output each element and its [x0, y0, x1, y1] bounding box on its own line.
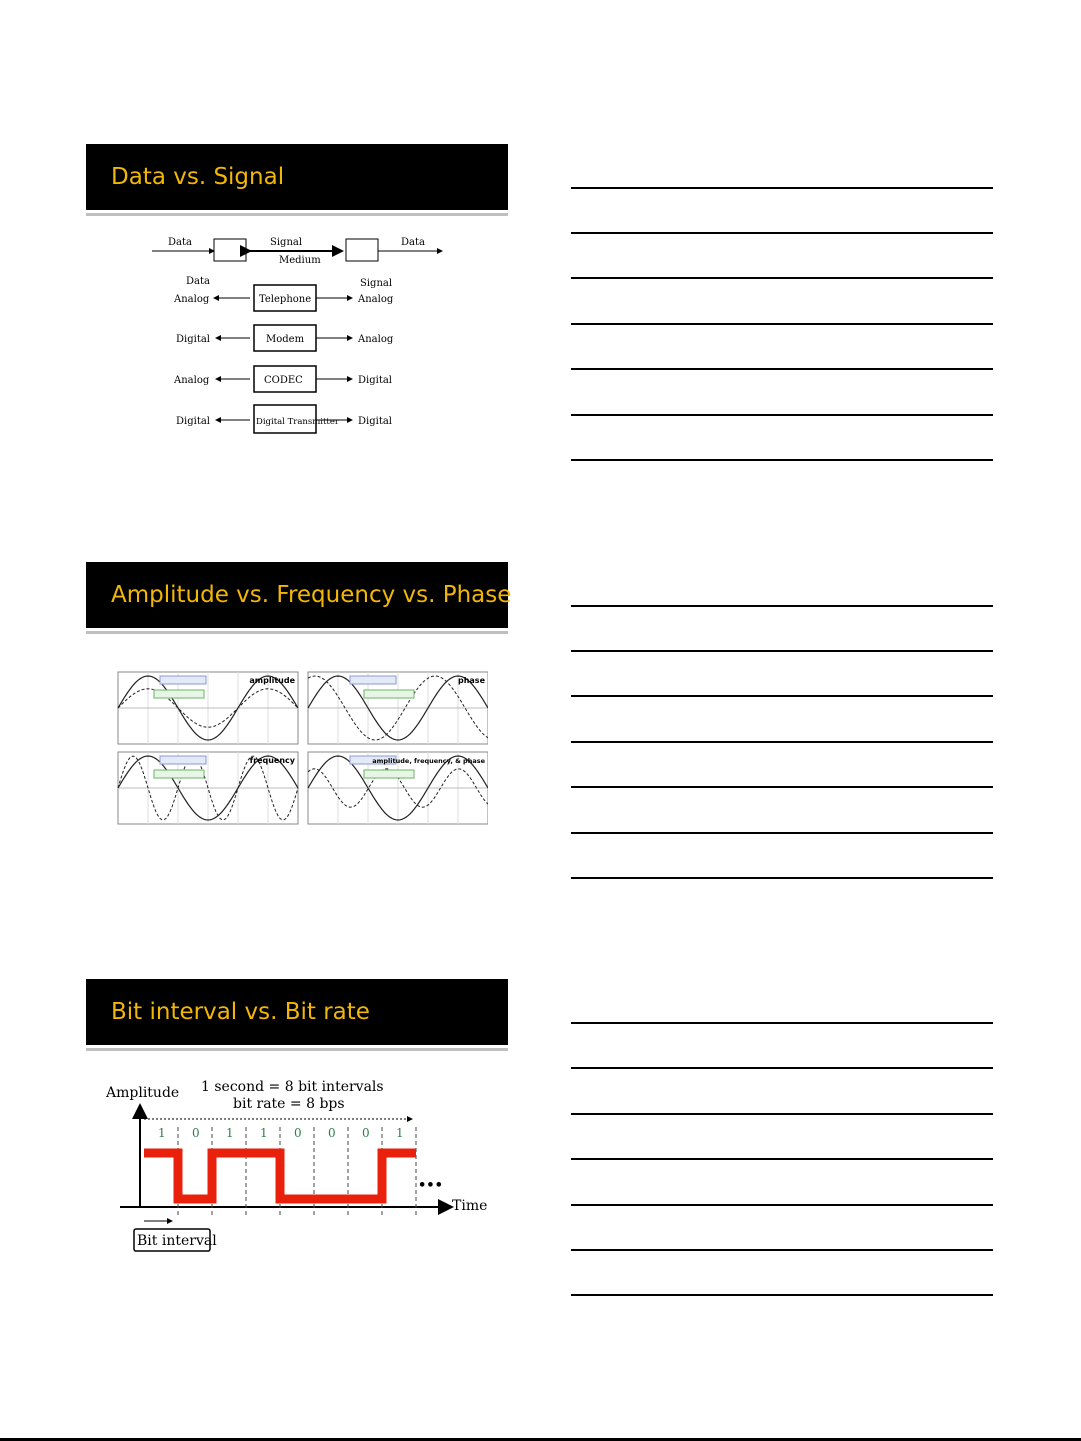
row-1-box: Telephone — [259, 294, 312, 305]
note-line — [571, 323, 993, 325]
waveform-panel — [308, 672, 488, 744]
row-1-right: Analog — [358, 294, 394, 305]
panel-label: frequency — [249, 756, 295, 765]
data-vs-signal-diagram — [146, 230, 456, 435]
note-line — [571, 459, 993, 461]
row-2-box: Modem — [266, 334, 305, 345]
note-line — [571, 414, 993, 416]
note-line — [571, 877, 993, 879]
note-line — [571, 832, 993, 834]
row-1-left: Analog — [174, 294, 210, 305]
top-data-right: Data — [401, 237, 425, 248]
waveform-panels-figure — [108, 668, 488, 828]
note-line — [571, 1249, 993, 1251]
legend-box — [160, 756, 206, 764]
bit-value: 0 — [328, 1126, 336, 1140]
panel-label: phase — [457, 676, 485, 685]
legend-box — [350, 676, 396, 684]
bit-interval-diagram — [106, 1075, 491, 1265]
legend-box — [154, 770, 204, 778]
waveform-panel — [118, 672, 298, 744]
head-signal: Signal — [360, 278, 393, 289]
note-line — [571, 187, 993, 189]
caption-line-1: 1 second = 8 bit intervals — [201, 1079, 384, 1095]
row-2-left: Digital — [176, 334, 210, 345]
bit-value: 1 — [260, 1126, 268, 1140]
slide-3-title-rule — [86, 1048, 508, 1051]
slide-3-title-bar — [86, 979, 508, 1045]
slide-2-title-rule — [86, 631, 508, 634]
legend-box — [154, 690, 204, 698]
row-4-right: Digital — [358, 416, 392, 427]
row-4-box: Digital Transmitter — [256, 417, 339, 427]
bit-value: 1 — [226, 1126, 234, 1140]
panel-label: amplitude, frequency, & phase — [372, 757, 485, 765]
panel-label: amplitude — [249, 676, 295, 685]
waveform-panel — [118, 752, 298, 824]
note-line — [571, 1204, 993, 1206]
slide-2-title: Amplitude vs. Frequency vs. Phase — [111, 582, 512, 608]
note-line — [571, 1067, 993, 1069]
note-line — [571, 1158, 993, 1160]
signal-waveform — [144, 1153, 416, 1199]
note-line — [571, 605, 993, 607]
note-line — [571, 741, 993, 743]
slide-3-title: Bit interval vs. Bit rate — [111, 999, 370, 1025]
legend-box — [160, 676, 206, 684]
note-line — [571, 277, 993, 279]
note-line — [571, 650, 993, 652]
bit-value: 0 — [192, 1126, 200, 1140]
row-2-right: Analog — [358, 334, 394, 345]
row-3-box: CODEC — [264, 375, 303, 386]
top-medium: Medium — [279, 255, 321, 266]
row-3-right: Digital — [358, 375, 392, 386]
note-line — [571, 786, 993, 788]
row-modem — [176, 325, 394, 351]
x-axis-label: Time — [452, 1198, 488, 1214]
bit-value: 0 — [294, 1126, 302, 1140]
slide-1-title: Data vs. Signal — [111, 164, 285, 190]
note-line — [571, 232, 993, 234]
note-line — [571, 1022, 993, 1024]
row-4-left: Digital — [176, 416, 210, 427]
note-line — [571, 368, 993, 370]
bit-value: 1 — [396, 1126, 404, 1140]
waveform-panel — [308, 752, 488, 824]
slide-1-title-rule — [86, 213, 508, 216]
y-axis-label: Amplitude — [106, 1085, 180, 1101]
ellipsis: ••• — [418, 1178, 443, 1193]
bit-value: 0 — [362, 1126, 370, 1140]
top-signal: Signal — [270, 237, 303, 248]
caption-line-2: bit rate = 8 bps — [233, 1096, 345, 1112]
top-data-left: Data — [168, 237, 192, 248]
slide-1-title-bar — [86, 144, 508, 210]
legend-box — [364, 770, 414, 778]
slide-2-title-bar — [86, 562, 512, 628]
note-line — [571, 695, 993, 697]
legend-box — [364, 690, 414, 698]
bit-value: 1 — [158, 1126, 166, 1140]
row-codec — [173, 366, 392, 392]
row-digital-transmitter — [176, 405, 392, 433]
note-line — [571, 1294, 993, 1296]
bit-interval-label: Bit interval — [137, 1233, 217, 1249]
head-data: Data — [186, 276, 210, 287]
row-3-left: Analog — [174, 375, 210, 386]
note-line — [571, 1113, 993, 1115]
